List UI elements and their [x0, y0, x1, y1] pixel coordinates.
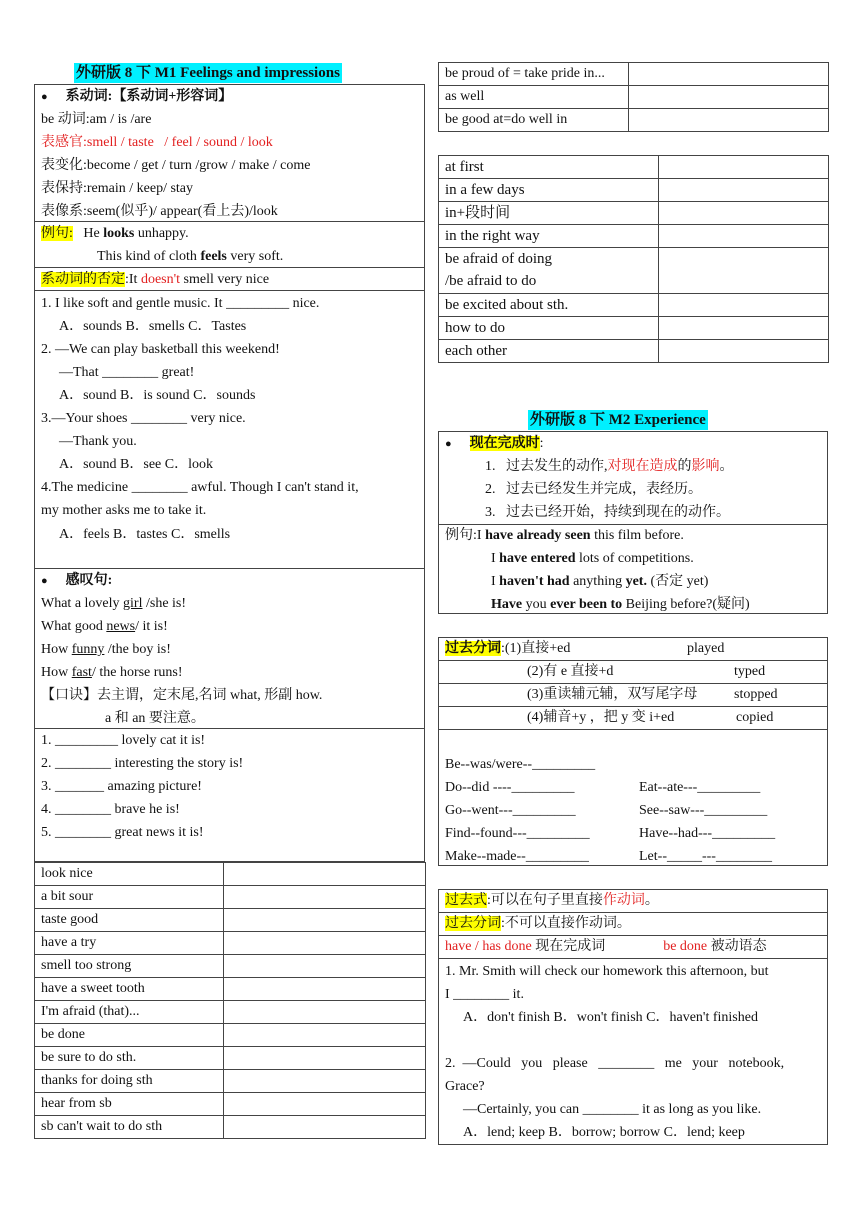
table-row — [35, 863, 426, 886]
perfect-heading: ● 现在完成时: — [445, 436, 544, 451]
phrase-cell: a bit sour — [35, 886, 224, 909]
table-row — [35, 1093, 426, 1116]
past-compare-box — [438, 889, 828, 1145]
quiz1-q2-options: A．sound B．is sound C．sounds — [59, 388, 256, 403]
divider — [35, 221, 424, 222]
exclam-line-1: What a lovely girl /she is! — [41, 596, 187, 611]
answer-cell[interactable] — [224, 909, 426, 932]
divider — [439, 958, 827, 959]
divider — [439, 706, 827, 707]
phrase-cell: look nice — [35, 863, 224, 886]
participle-rule-2: (2)有 e 直接+d — [527, 664, 614, 679]
answer-cell[interactable] — [629, 63, 829, 86]
table-row — [35, 886, 426, 909]
table-row: in a few days — [439, 179, 829, 202]
m2-quiz-q2-options: A．lend; keep B．borrow; borrow C．lend; keep — [463, 1125, 745, 1140]
table-row: each other — [439, 340, 829, 363]
verb-form-be: Be--was/were--_________ — [445, 757, 596, 772]
participle-example-4: copied — [736, 710, 774, 725]
table-row — [439, 63, 829, 86]
verb-form-see: See--saw---_________ — [639, 803, 768, 818]
verb-form-eat: Eat--ate---_________ — [639, 780, 761, 795]
participle-example-1: played — [687, 641, 725, 656]
negation-line: 系动词的否定:It doesn't smell very nice — [41, 272, 270, 287]
answer-cell[interactable] — [629, 86, 829, 109]
quiz1-q2-b: ―That ________ great! — [59, 365, 195, 380]
table-row — [35, 1001, 426, 1024]
phrase-cell: have a try — [35, 932, 224, 955]
divider — [439, 524, 827, 525]
bullet-icon: ● — [41, 91, 48, 103]
phrase-cell: I'm afraid (that)... — [35, 1001, 224, 1024]
divider — [439, 683, 827, 684]
answer-cell[interactable] — [224, 932, 426, 955]
answer-cell[interactable] — [224, 1047, 426, 1070]
linking-heading: ● 系动词:【系动词+形容词】 — [41, 89, 233, 104]
bullet-icon: ● — [41, 575, 48, 587]
quiz1-q4-options: A．feels B．tastes C．smells — [59, 527, 231, 542]
quiz2-q5: 5. ________ great news it is! — [41, 825, 204, 840]
table-row — [35, 1047, 426, 1070]
answer-cell[interactable] — [224, 886, 426, 909]
keep-verbs: 表保持:remain / keep/ stay — [41, 181, 194, 196]
divider — [439, 935, 827, 936]
example-line-1: 例句: He looks unhappy. — [41, 226, 189, 241]
quiz2-q2: 2. ________ interesting the story is! — [41, 756, 244, 771]
verb-form-have: Have--had---_________ — [639, 826, 776, 841]
m1-grammar-box — [34, 84, 425, 862]
quiz2-q4: 4. ________ brave he is! — [41, 802, 180, 817]
divider — [35, 728, 424, 729]
change-verbs: 表变化:become / get / turn /grow / make / come — [41, 158, 311, 173]
phrase-cell: sb can't wait to do sth — [35, 1116, 224, 1139]
m2-quiz-q2-c: ―Certainly, you can ________ it as long as you like. — [463, 1102, 762, 1117]
phrase-cell: be good at=do well in — [439, 109, 629, 132]
bullet-icon: ● — [445, 438, 452, 450]
table-row — [35, 978, 426, 1001]
divider — [35, 568, 424, 569]
participle-rule-4: (4)辅音+y ，把 y 变 i+ed — [527, 710, 675, 725]
perfect-example-3: I haven't had anything yet. (否定 yet) — [491, 574, 709, 589]
table-row: be excited about sth. — [439, 294, 829, 317]
be-verbs: be 动词:am / is /are — [41, 112, 152, 127]
divider — [439, 729, 827, 730]
answer-cell[interactable] — [224, 1116, 426, 1139]
answer-cell[interactable] — [224, 1001, 426, 1024]
present-perfect-box — [438, 431, 828, 614]
exclam-line-3: How funny /the boy is! — [41, 642, 171, 657]
perfect-example-4: Have you ever been to Beijing before?(疑问) — [491, 597, 750, 612]
phrase-table-2 — [438, 155, 829, 363]
perfect-example-2: I have entered lots of competitions. — [491, 551, 694, 566]
perfect-point-2: 2. 过去已经发生并完成，表经历。 — [485, 482, 702, 497]
m1-title: 外研版 8 下 M1 Feelings and impressions — [76, 65, 340, 81]
table-row: in+段时间 — [439, 202, 829, 225]
participle-example-2: typed — [734, 664, 766, 679]
phrase-cell: smell too strong — [35, 955, 224, 978]
verb-form-go: Go--went---_________ — [445, 803, 576, 818]
past-participle-box — [438, 637, 828, 866]
answer-cell[interactable] — [224, 1093, 426, 1116]
table-row: at first — [439, 156, 829, 179]
participle-rule-1: 过去分词:(1)直接+ed — [445, 641, 571, 656]
quiz1-q2: 2. ―We can play basketball this weekend! — [41, 342, 280, 357]
table-row — [35, 1070, 426, 1093]
phrase-cell: be sure to do sth. — [35, 1047, 224, 1070]
quiz1-q4: 4.The medicine ________ awful. Though I can't stand it, — [41, 480, 359, 495]
answer-cell[interactable] — [629, 109, 829, 132]
exclam-rule-1: 【口诀】去主谓，定末尾,名词 what, 形副 how. — [41, 688, 323, 703]
perfect-example-1: 例句:I have already seen this film before. — [445, 528, 684, 543]
table-row — [35, 909, 426, 932]
table-row — [35, 1024, 426, 1047]
participle-rule-3: (3)重读辅元辅，双写尾字母 — [527, 687, 698, 702]
past-tense-note: 过去式:可以在句子里直接作动词。 — [445, 893, 659, 908]
quiz2-q1: 1. _________ lovely cat it is! — [41, 733, 206, 748]
answer-cell[interactable] — [224, 955, 426, 978]
answer-cell[interactable] — [224, 1070, 426, 1093]
sense-verbs: 表感官:smell / taste / feel / sound / look — [41, 135, 273, 150]
m2-quiz-q1-options: A．don't finish B．won't finish C．haven't finished — [463, 1010, 758, 1025]
quiz1-q3-options: A．sound B．see C．look — [59, 457, 213, 472]
exclam-rule-2: a 和 an 要注意。 — [105, 711, 205, 726]
quiz2-q3: 3. _______ amazing picture! — [41, 779, 202, 794]
divider — [439, 660, 827, 661]
m2-quiz-q2: 2. ―Could you please ________ me your notebook, — [445, 1056, 785, 1071]
divider — [35, 290, 424, 291]
verb-form-make: Make--made--_________ — [445, 849, 589, 864]
table-row: how to do — [439, 317, 829, 340]
table-row — [35, 1116, 426, 1139]
answer-cell[interactable] — [224, 863, 426, 886]
divider — [35, 267, 424, 268]
seem-verbs: 表像系:seem(似乎)/ appear(看上去)/look — [41, 204, 278, 219]
perfect-point-1: 1. 过去发生的动作,对现在造成的影响。 — [485, 459, 734, 474]
m2-quiz-q2-b: Grace? — [445, 1079, 485, 1094]
m2-quiz-q1-b: I ________ it. — [445, 987, 524, 1002]
table-row — [439, 109, 829, 132]
phrase-table-1 — [438, 62, 829, 132]
phrase-cell: as well — [439, 86, 629, 109]
phrase-cell: be done — [35, 1024, 224, 1047]
example-line-2: This kind of cloth feels very soft. — [97, 249, 284, 264]
quiz1-q4-b: my mother asks me to take it. — [41, 503, 207, 518]
quiz1-q1-options: A．sounds B．smells C．Tastes — [59, 319, 247, 334]
perfect-point-3: 3. 过去已经开始，持续到现在的动作。 — [485, 505, 730, 520]
quiz1-q3-b: ―Thank you. — [59, 434, 137, 449]
verb-form-do: Do--did ----_________ — [445, 780, 575, 795]
m2-title: 外研版 8 下 M2 Experience — [530, 412, 706, 428]
answer-cell[interactable] — [224, 1024, 426, 1047]
table-row — [439, 86, 829, 109]
past-participle-note: 过去分词:不可以直接作动词。 — [445, 916, 631, 931]
table-row — [35, 955, 426, 978]
verb-form-find: Find--found---_________ — [445, 826, 590, 841]
exclam-line-4: How fast/ the horse runs! — [41, 665, 183, 680]
table-row: be afraid of doing /be afraid to do — [439, 248, 829, 294]
phrase-cell: be proud of = take pride in... — [439, 63, 629, 86]
table-row: in the right way — [439, 225, 829, 248]
m2-quiz-q1: 1. Mr. Smith will check our homework this afternoon, but — [445, 964, 769, 979]
exclam-line-2: What good news/ it is! — [41, 619, 168, 634]
tense-voice-note: have / has done 现在完成词 be done 被动语态 — [445, 939, 767, 954]
phrase-cell: taste good — [35, 909, 224, 932]
verb-form-let: Let--_____---________ — [639, 849, 772, 864]
exclam-heading: ● 感叹句: — [41, 573, 113, 588]
table-row — [35, 932, 426, 955]
phrase-cell: hear from sb — [35, 1093, 224, 1116]
participle-example-3: stopped — [734, 687, 778, 702]
quiz1-q1: 1. I like soft and gentle music. It _________ nice. — [41, 296, 320, 311]
divider — [439, 912, 827, 913]
m1-phrase-table — [34, 862, 426, 1139]
quiz1-q3: 3.―Your shoes ________ very nice. — [41, 411, 246, 426]
answer-cell[interactable] — [224, 978, 426, 1001]
phrase-cell: thanks for doing sth — [35, 1070, 224, 1093]
phrase-cell: have a sweet tooth — [35, 978, 224, 1001]
